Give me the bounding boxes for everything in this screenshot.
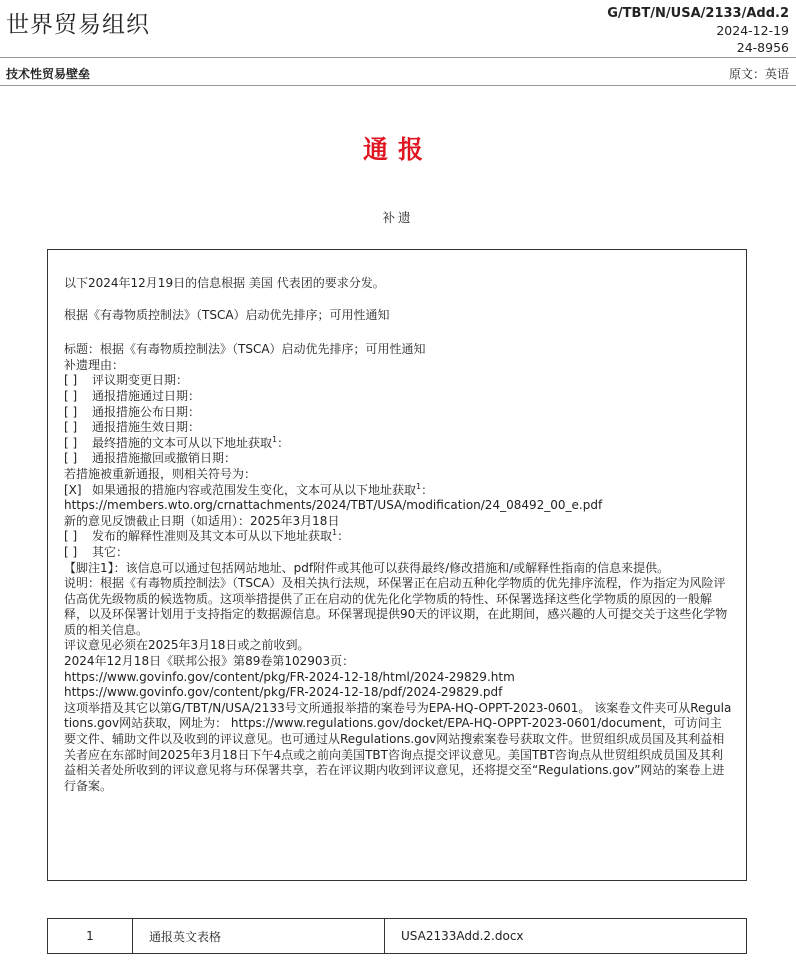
footnote-text: 【脚注1】：该信息可以通过包括网站地址、pdf附件或其他可以获得最终/修改措施和/或解释性指南的信息来提供。 xyxy=(64,560,670,575)
docket-text: 这项举措及其它以第G/TBT/N/USA/2133号文所通报举措的案卷号为EPA-HQ-OPPT-2023-0601。 该案卷文件夹可从Regulations.gov网站获取，网址为： https://www.regulations.gov/docket/EPA-HQ-OPPT-2023-0601/document，可访问主要文件、辅助文件以及收到的评议意见。也可通过从Regulations.gov网站搜索案卷号获取文件。世贸组织成员国及其利益相关者应在东部时间2025年3月18日下午4点或之前向美国TBT咨询点提交评议意见。美国TBT咨询点从世贸组织成员国及其利益相关者处所收到的评议意见将与环保署共享，若在评议期内收到评议意见，还将提交至“Regulations.gov”网站的案卷上进行备案。 xyxy=(64,700,732,793)
checkbox-mark: [ ] xyxy=(64,529,78,544)
checklist-item: [ ] 通报措施生效日期： xyxy=(64,420,201,435)
footnote-ref: 1 xyxy=(272,434,278,444)
url-html-link[interactable]: https://www.govinfo.gov/content/pkg/FR-2024-12-18/html/2024-29829.htm xyxy=(64,669,515,684)
reason-header: 补遗理由： xyxy=(64,357,125,372)
notification-body xyxy=(64,276,732,794)
other-item: [ ] 其它： xyxy=(64,544,129,559)
comment-due-text: 评议意见必须在2025年3月18日或之前收到。 xyxy=(64,638,310,653)
checklist-item: [ ] 通报措施通过日期： xyxy=(64,388,201,403)
addendum-subtitle: 补遗 xyxy=(382,210,414,225)
checkbox-mark: [ ] xyxy=(64,404,78,419)
attachment-index: 1 xyxy=(48,919,133,954)
explanation-text: 说明：根据《有毒物质控制法》（TSCA）及相关执行法规，环保署正在启动五种化学物质的优先排序流程，作为指定为风险评估高优先级物质的候选物质。这项举措提供了正在启动的优先化化学物质的特性、环保署选择这些化学物质的原因的一般解释，以及环保署计划用于支持指定的数据源信息。环保署现提供90天的评议期，在此期间，感兴趣的人可提交关于这些化学物质的相关信息。 xyxy=(64,576,728,637)
checklist-item: [ ] 通报措施撤回或撤销日期： xyxy=(64,451,237,466)
attachment-table xyxy=(47,918,747,954)
intro-text: 以下2024年12月19日的信息根据 美国 代表团的要求分发。 xyxy=(64,276,385,290)
interpretive-item: [ ] 发布的解释性准则及其文本可从以下地址获取$^1$： xyxy=(64,528,350,544)
url-pdf-link[interactable]: https://www.govinfo.gov/content/pkg/FR-2024-12-18/pdf/2024-29829.pdf xyxy=(64,685,503,700)
checkbox-mark: [ ] xyxy=(64,388,78,403)
attachment-name: 通报英文表格 xyxy=(133,919,385,954)
modification-url[interactable]: https://members.wto.org/crnattachments/2024/TBT/USA/modification/24_08492_00_e.pdf xyxy=(64,498,603,513)
footnote-ref: 1 xyxy=(332,528,338,538)
category-label: 技术性贸易壁垒 xyxy=(6,67,91,81)
checkbox-mark: [X] xyxy=(64,482,82,497)
header-divider xyxy=(0,57,796,58)
footnote-ref: 1 xyxy=(416,481,422,491)
measure-title: 根据《有毒物质控制法》（TSCA）启动优先排序；可用性通知 xyxy=(64,307,390,322)
checklist-item: [ ] 通报措施公布日期： xyxy=(64,404,201,419)
checkbox-mark: [ ] xyxy=(64,373,78,388)
modification-item: [X] 如果通报的措施内容或范围发生变化，文本可从以下地址获取$^1$： xyxy=(64,481,434,497)
original-language: 原文：英语 xyxy=(728,67,789,81)
org-name: 世界贸易组织 xyxy=(6,12,150,38)
notification-title: 通报 xyxy=(362,135,433,164)
subheader-divider xyxy=(0,85,796,86)
subject-text: 标题：根据《有毒物质控制法》（TSCA）启动优先排序；可用性通知 xyxy=(64,342,426,357)
checklist-item: [ ] 最终措施的文本可从以下地址获取$^1$： xyxy=(64,434,290,450)
document-number: 24-8956 xyxy=(736,40,789,55)
federal-register-ref: 2024年12月18日《联邦公报》第89卷第102903页： xyxy=(64,654,355,669)
document-symbol: G/TBT/N/USA/2133/Add.2 xyxy=(607,6,789,21)
checklist-item: [ ] 评议期变更日期： xyxy=(64,373,189,388)
notification-box xyxy=(47,249,747,881)
checkbox-mark: [ ] xyxy=(64,435,78,450)
document-meta xyxy=(607,5,789,56)
renotify-text: 若措施被重新通报，则相关符号为： xyxy=(64,466,257,481)
attachment-file-link[interactable]: USA2133Add.2.docx xyxy=(385,919,747,954)
checkbox-mark: [ ] xyxy=(64,420,78,435)
checkbox-mark: [ ] xyxy=(64,544,78,559)
deadline-text: 新的意见反馈截止日期（如适用）：2025年3月18日 xyxy=(64,513,340,528)
document-date: 2024-12-19 xyxy=(716,23,789,38)
checkbox-mark: [ ] xyxy=(64,451,78,466)
table-row xyxy=(48,919,747,954)
